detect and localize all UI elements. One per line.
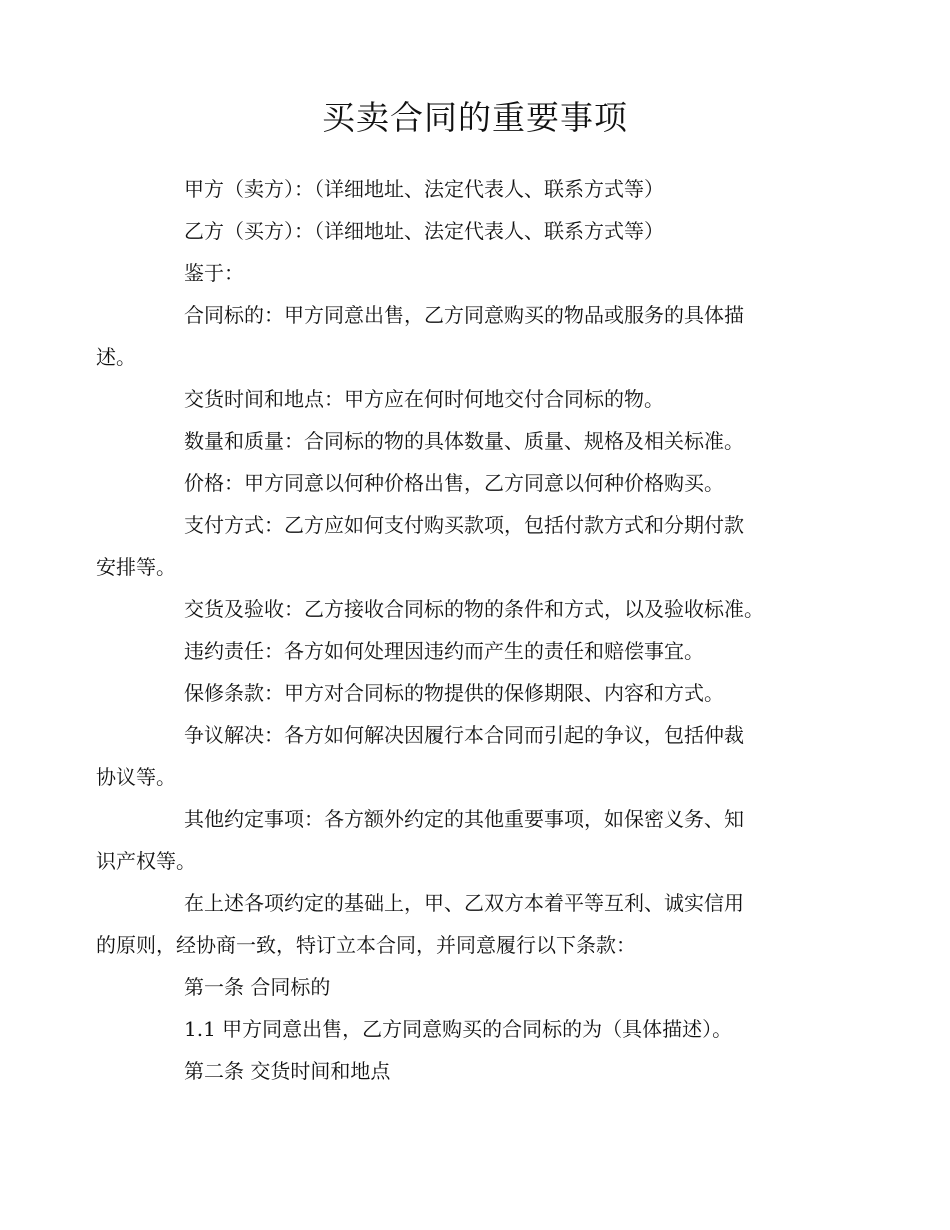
item-delivery-time-place (140, 378, 830, 420)
text-line: 乙方（买方）：（详细地址、法定代表人、联系方式等） (184, 219, 664, 243)
text-line: 争议解决：各方如何解决因履行本合同而引起的争议，包括仲裁 (184, 723, 744, 747)
item-payment (96, 504, 830, 588)
item-other (96, 798, 830, 882)
text-line: 数量和质量：合同标的物的具体数量、质量、规格及相关标准。 (184, 429, 744, 453)
text-line: 甲方（卖方）：（详细地址、法定代表人、联系方式等） (184, 177, 664, 201)
text-line: 1.1 甲方同意出售，乙方同意购买的合同标的为（具体描述）。 (184, 1017, 733, 1041)
text-line: 其他约定事项：各方额外约定的其他重要事项，如保密义务、知 (184, 807, 744, 831)
text-line: 第一条 合同标的 (184, 975, 331, 999)
text-line: 价格：甲方同意以何种价格出售，乙方同意以何种价格购买。 (184, 471, 724, 495)
text-line: 鉴于： (184, 261, 244, 285)
item-quantity-quality (140, 420, 830, 462)
article-2-heading (140, 1050, 830, 1092)
party-b-line (140, 210, 830, 252)
text-line: 违约责任：各方如何处理因违约而产生的责任和赔偿事宜。 (184, 639, 704, 663)
item-subject (96, 294, 830, 378)
document-body (96, 168, 830, 1092)
clause-1-1 (140, 1008, 830, 1050)
whereas-line (140, 252, 830, 294)
item-dispute (96, 714, 830, 798)
text-line: 协议等。 (96, 765, 176, 789)
article-1-heading (140, 966, 830, 1008)
text-line: 识产权等。 (96, 849, 196, 873)
text-line: 交货时间和地点：甲方应在何时何地交付合同标的物。 (184, 387, 664, 411)
item-acceptance (140, 588, 830, 630)
text-line: 交货及验收：乙方接收合同标的物的条件和方式，以及验收标准。 (184, 597, 764, 621)
item-liability (140, 630, 830, 672)
text-line: 安排等。 (96, 555, 176, 579)
text-line: 述。 (96, 345, 136, 369)
text-line: 保修条款：甲方对合同标的物提供的保修期限、内容和方式。 (184, 681, 724, 705)
item-price (140, 462, 830, 504)
text-line: 第二条 交货时间和地点 (184, 1059, 391, 1083)
preamble-paragraph (96, 882, 830, 966)
item-warranty (140, 672, 830, 714)
document-title: 买卖合同的重要事项 (322, 98, 628, 137)
text-line: 在上述各项约定的基础上，甲、乙双方本着平等互利、诚实信用 (184, 891, 744, 915)
text-line: 支付方式：乙方应如何支付购买款项，包括付款方式和分期付款 (184, 513, 744, 537)
party-a-line (140, 168, 830, 210)
text-line: 的原则，经协商一致，特订立本合同，并同意履行以下条款： (96, 933, 636, 957)
text-line: 合同标的：甲方同意出售，乙方同意购买的物品或服务的具体描 (184, 303, 744, 327)
